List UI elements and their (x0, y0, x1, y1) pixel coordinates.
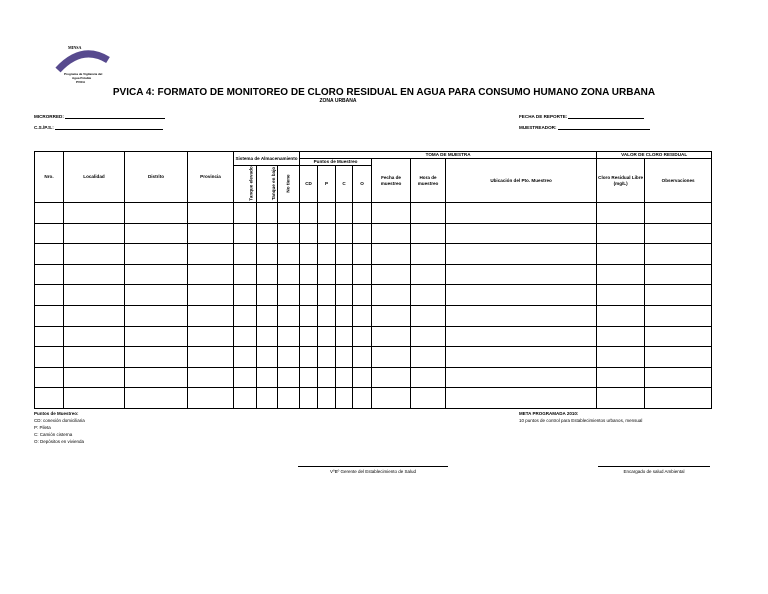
seal-logo-icon (38, 40, 128, 90)
table-cell[interactable] (300, 244, 318, 265)
table-cell[interactable] (446, 223, 597, 244)
gerente-signature-line (298, 466, 448, 467)
table-cell[interactable] (446, 347, 597, 368)
table-cell[interactable] (188, 203, 234, 224)
table-cell[interactable] (234, 347, 257, 368)
cs-ps-label: C.S./P.S.: (34, 125, 54, 130)
table-cell[interactable] (125, 264, 188, 285)
table-cell[interactable] (446, 264, 597, 285)
table-cell[interactable] (645, 305, 712, 326)
table-cell[interactable] (645, 285, 712, 306)
meta-heading: META PROGRAMADA 2010: (519, 411, 579, 416)
table-cell[interactable] (64, 285, 125, 306)
table-cell[interactable] (35, 347, 64, 368)
table-cell[interactable] (336, 244, 353, 265)
table-cell[interactable] (278, 244, 300, 265)
logo-sub-text-1: Programa de Vigilancia del (64, 72, 103, 76)
table-row (35, 305, 712, 326)
c-header: C (336, 166, 353, 203)
microrred-line (65, 113, 165, 119)
note-item: O: Depósitos en vivienda (34, 439, 85, 444)
table-cell[interactable] (645, 347, 712, 368)
table-cell[interactable] (64, 326, 125, 347)
table-cell[interactable] (318, 203, 336, 224)
table-cell[interactable] (372, 203, 411, 224)
table-cell[interactable] (257, 305, 278, 326)
table-row (35, 326, 712, 347)
table-cell[interactable] (336, 326, 353, 347)
table-cell[interactable] (64, 203, 125, 224)
notes-heading: Puntos de Muestreo: (34, 411, 79, 416)
table-cell[interactable] (234, 244, 257, 265)
table-cell[interactable] (300, 264, 318, 285)
table-row (35, 264, 712, 285)
note-item: CD: conexión domiciliaria (34, 418, 85, 423)
table-cell[interactable] (234, 264, 257, 285)
table-cell[interactable] (35, 367, 64, 388)
table-cell[interactable] (257, 347, 278, 368)
table-cell[interactable] (300, 223, 318, 244)
valor-cloro-header: VALOR DE CLORO RESIDUAL (597, 152, 712, 159)
table-cell[interactable] (35, 264, 64, 285)
table-row (35, 388, 712, 409)
table-cell[interactable] (318, 326, 336, 347)
table-cell[interactable] (234, 285, 257, 306)
table-cell[interactable] (278, 264, 300, 285)
logo-sub-text-3: PVICA (76, 80, 86, 84)
table-row (35, 244, 712, 265)
table-cell[interactable] (597, 244, 645, 265)
microrred-label: MICRORRED: (34, 114, 64, 119)
table-cell[interactable] (353, 244, 372, 265)
table-cell[interactable] (372, 244, 411, 265)
table-cell[interactable] (234, 367, 257, 388)
muestreador-label: MUESTREADOR: (519, 125, 557, 130)
puntos-muestreo-header: Puntos de Muestreo (300, 159, 372, 166)
muestreador-line (558, 124, 650, 130)
table-cell[interactable] (645, 326, 712, 347)
table-cell[interactable] (64, 367, 125, 388)
table-cell[interactable] (188, 347, 234, 368)
table-row (35, 223, 712, 244)
table-cell[interactable] (597, 285, 645, 306)
table-cell[interactable] (35, 285, 64, 306)
table-cell[interactable] (278, 388, 300, 409)
table-cell[interactable] (353, 388, 372, 409)
table-cell[interactable] (278, 285, 300, 306)
col-provincia-header: Provincia (188, 152, 234, 203)
table-cell[interactable] (125, 305, 188, 326)
table-cell[interactable] (446, 285, 597, 306)
table-cell[interactable] (411, 367, 446, 388)
table-cell[interactable] (257, 264, 278, 285)
table-cell[interactable] (353, 305, 372, 326)
table-row (35, 203, 712, 224)
table-cell[interactable] (411, 264, 446, 285)
table-cell[interactable] (188, 285, 234, 306)
table-cell[interactable] (411, 388, 446, 409)
table-cell[interactable] (353, 285, 372, 306)
fecha-reporte-line (568, 113, 644, 119)
table-cell[interactable] (300, 388, 318, 409)
table-row (35, 285, 712, 306)
table-cell[interactable] (35, 388, 64, 409)
note-item: P: Pileta (34, 425, 51, 430)
monitoring-table (34, 151, 712, 409)
col-nro-header: Nro. (35, 152, 64, 203)
table-cell[interactable] (35, 223, 64, 244)
table-cell[interactable] (234, 326, 257, 347)
table-cell[interactable] (411, 305, 446, 326)
tanque-bajo-header: Tanque en bajo (257, 166, 278, 203)
table-cell[interactable] (411, 285, 446, 306)
encargado-signature-label: Encargado de salud Ambiental (623, 469, 685, 474)
microrred-field[interactable] (34, 113, 165, 119)
ubicacion-header: Ubicación del Pto. Muestreo (446, 159, 597, 203)
table-cell[interactable] (372, 326, 411, 347)
table-cell[interactable] (188, 388, 234, 409)
cs-ps-field[interactable] (34, 124, 163, 130)
table-cell[interactable] (336, 388, 353, 409)
table-cell[interactable] (353, 326, 372, 347)
table-cell[interactable] (125, 347, 188, 368)
table-cell[interactable] (257, 203, 278, 224)
table-cell[interactable] (300, 305, 318, 326)
table-cell[interactable] (64, 223, 125, 244)
fecha-reporte-label: FECHA DE REPORTE: (519, 114, 568, 119)
table-cell[interactable] (257, 223, 278, 244)
table-cell[interactable] (372, 388, 411, 409)
table-cell[interactable] (336, 305, 353, 326)
table-cell[interactable] (125, 285, 188, 306)
page-title: PVICA 4: FORMATO DE MONITOREO DE CLORO RESIDUAL EN AGUA PARA CONSUMO HUMANO ZONA URBANA (112, 87, 656, 98)
col-localidad-header: Localidad (64, 152, 125, 203)
table-cell[interactable] (336, 264, 353, 285)
table-cell[interactable] (64, 347, 125, 368)
table-cell[interactable] (372, 367, 411, 388)
table-cell[interactable] (318, 244, 336, 265)
table-cell[interactable] (257, 388, 278, 409)
table-cell[interactable] (125, 326, 188, 347)
table-cell[interactable] (446, 367, 597, 388)
table-cell[interactable] (318, 367, 336, 388)
table-cell[interactable] (188, 264, 234, 285)
table-cell[interactable] (372, 285, 411, 306)
table-cell[interactable] (446, 203, 597, 224)
table-cell[interactable] (257, 244, 278, 265)
table-cell[interactable] (446, 244, 597, 265)
table-cell[interactable] (300, 367, 318, 388)
table-cell[interactable] (645, 264, 712, 285)
table-cell[interactable] (278, 347, 300, 368)
table-cell[interactable] (336, 347, 353, 368)
table-cell[interactable] (597, 347, 645, 368)
logo-arc-text: Dirección Ejecutiva de Salud Ambiental (48, 40, 97, 64)
table-cell[interactable] (64, 388, 125, 409)
table-cell[interactable] (645, 244, 712, 265)
table-cell[interactable] (300, 285, 318, 306)
table-cell[interactable] (645, 367, 712, 388)
p-header: P (318, 166, 336, 203)
table-cell[interactable] (234, 203, 257, 224)
table-cell[interactable] (446, 326, 597, 347)
table-cell[interactable] (372, 223, 411, 244)
table-cell[interactable] (125, 244, 188, 265)
table-cell[interactable] (411, 223, 446, 244)
fecha-muestreo-header: Fecha de muestreo (372, 159, 411, 203)
table-cell[interactable] (353, 223, 372, 244)
table-cell[interactable] (278, 367, 300, 388)
table-cell[interactable] (597, 367, 645, 388)
table-row (35, 367, 712, 388)
cs-ps-line (55, 124, 163, 130)
table-cell[interactable] (318, 264, 336, 285)
table-cell[interactable] (188, 367, 234, 388)
table-cell[interactable] (64, 244, 125, 265)
table-cell[interactable] (257, 367, 278, 388)
table-cell[interactable] (411, 203, 446, 224)
cd-header: CD (300, 166, 318, 203)
table-cell[interactable] (278, 305, 300, 326)
table-cell[interactable] (597, 388, 645, 409)
table-cell[interactable] (597, 326, 645, 347)
table-cell[interactable] (372, 305, 411, 326)
hora-muestreo-header: Hora de muestreo (411, 159, 446, 203)
observaciones-header: Observaciones (645, 159, 712, 203)
table-cell[interactable] (318, 223, 336, 244)
table-cell[interactable] (278, 203, 300, 224)
meta-programada (519, 410, 642, 424)
table-cell[interactable] (188, 244, 234, 265)
sistema-almacenamiento-header: Sistema de Almacenamiento (234, 152, 300, 166)
meta-text: 10 puntos de control para Establecimientos urbanos, mensual (519, 418, 643, 423)
cloro-libre-header: Cloro Residual Libre (mg/L) (597, 159, 645, 203)
table-cell[interactable] (353, 347, 372, 368)
table-cell[interactable] (645, 203, 712, 224)
table-cell[interactable] (188, 305, 234, 326)
table-cell[interactable] (278, 223, 300, 244)
table-cell[interactable] (35, 203, 64, 224)
table-cell[interactable] (597, 264, 645, 285)
table-cell[interactable] (411, 347, 446, 368)
table-cell[interactable] (125, 203, 188, 224)
table-cell[interactable] (411, 244, 446, 265)
table-cell[interactable] (318, 285, 336, 306)
table-cell[interactable] (188, 326, 234, 347)
table-cell[interactable] (64, 264, 125, 285)
table-cell[interactable] (353, 203, 372, 224)
logo-sub-text-2: Agua Potable (72, 76, 92, 80)
table-cell[interactable] (300, 326, 318, 347)
gerente-signature-label: VºBº Gerente del Establecimiento de Salud (329, 469, 417, 474)
table-cell[interactable] (372, 347, 411, 368)
puntos-muestreo-notes (34, 410, 85, 445)
muestreador-field[interactable] (519, 124, 650, 130)
page-subtitle: ZONA URBANA (319, 98, 357, 104)
table-cell[interactable] (234, 223, 257, 244)
fecha-reporte-field[interactable] (519, 113, 644, 119)
table-cell[interactable] (125, 367, 188, 388)
toma-muestra-header: TOMA DE MUESTRA (300, 152, 597, 159)
encargado-signature-line (598, 466, 710, 467)
table-cell[interactable] (300, 203, 318, 224)
table-cell[interactable] (372, 264, 411, 285)
no-tiene-header: No tiene (278, 166, 300, 203)
table-cell[interactable] (318, 388, 336, 409)
table-cell[interactable] (300, 347, 318, 368)
table-cell[interactable] (125, 388, 188, 409)
table-cell[interactable] (446, 305, 597, 326)
table-cell[interactable] (645, 223, 712, 244)
table-cell[interactable] (336, 223, 353, 244)
table-cell[interactable] (597, 203, 645, 224)
table-cell[interactable] (353, 367, 372, 388)
col-distrito-header: Distrito (125, 152, 188, 203)
table-cell[interactable] (188, 223, 234, 244)
table-cell[interactable] (257, 326, 278, 347)
table-cell[interactable] (597, 223, 645, 244)
table-cell[interactable] (318, 305, 336, 326)
table-cell[interactable] (645, 388, 712, 409)
table-cell[interactable] (257, 285, 278, 306)
table-cell[interactable] (234, 305, 257, 326)
table-cell[interactable] (353, 264, 372, 285)
table-cell[interactable] (336, 367, 353, 388)
table-cell[interactable] (411, 326, 446, 347)
table-cell[interactable] (35, 305, 64, 326)
table-cell[interactable] (336, 203, 353, 224)
table-cell[interactable] (318, 347, 336, 368)
table-cell[interactable] (125, 223, 188, 244)
table-cell[interactable] (446, 388, 597, 409)
table-cell[interactable] (278, 326, 300, 347)
tanque-elevado-header: Tanque elevado (234, 166, 257, 203)
table-cell[interactable] (64, 305, 125, 326)
note-item: C: Camión cisterna (34, 432, 73, 437)
logo-top-text: MINSA (68, 45, 82, 50)
o-header: O (353, 166, 372, 203)
table-cell[interactable] (597, 305, 645, 326)
table-row (35, 347, 712, 368)
table-cell[interactable] (336, 285, 353, 306)
table-cell[interactable] (35, 326, 64, 347)
table-cell[interactable] (35, 244, 64, 265)
table-cell[interactable] (234, 388, 257, 409)
